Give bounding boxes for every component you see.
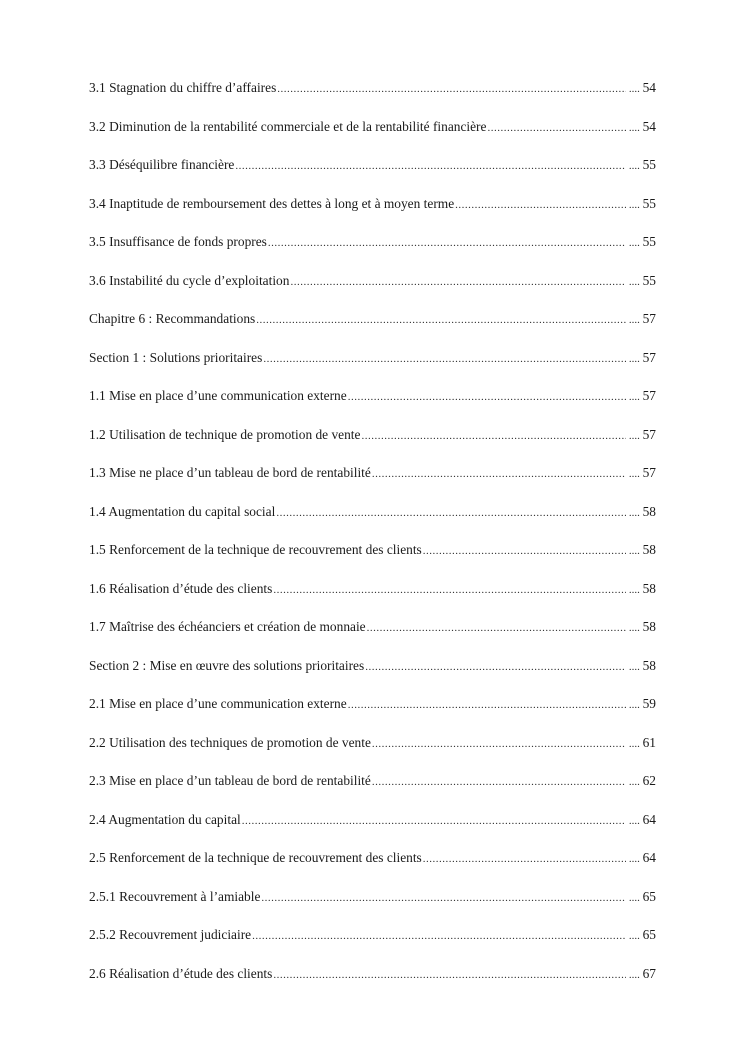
toc-entry[interactable] [89, 579, 656, 618]
toc-page-number: .... 54 [629, 78, 656, 99]
toc-dot-leader [268, 233, 626, 253]
toc-entry-title: 3.3 Déséquilibre financière [89, 157, 235, 172]
toc-page-number: .... 57 [629, 348, 656, 369]
toc-page-number: .... 65 [629, 925, 656, 946]
toc-dot-leader [365, 657, 626, 677]
toc-page-number: .... 57 [629, 386, 656, 407]
toc-entry[interactable] [89, 771, 656, 810]
toc-dot-leader [423, 541, 626, 561]
toc-dot-leader [252, 926, 626, 946]
toc-entry-title: 3.1 Stagnation du chiffre d’affaires [89, 80, 277, 95]
toc-dot-leader [273, 580, 626, 600]
toc-dot-leader [348, 695, 626, 715]
toc-dot-leader [372, 772, 626, 792]
toc-entry[interactable] [89, 386, 656, 425]
toc-entry[interactable] [89, 117, 656, 156]
toc-dot-leader [455, 195, 626, 215]
toc-entry[interactable] [89, 463, 656, 502]
toc-page-number: .... 57 [629, 425, 656, 446]
toc-entry[interactable] [89, 502, 656, 541]
toc-entry-title: 2.2 Utilisation des techniques de promotion de vente [89, 734, 371, 750]
toc-dot-leader [256, 310, 626, 330]
toc-entry[interactable] [89, 887, 656, 926]
toc-page-number: .... 55 [629, 155, 656, 176]
toc-entry-title: 3.6 Instabilité du cycle d’exploitation [89, 272, 290, 288]
toc-page-number: .... 55 [629, 194, 656, 215]
toc-entry-title: 1.7 Maîtrise des échéanciers et création de monnaie [89, 619, 366, 634]
toc-dot-leader [263, 349, 626, 369]
toc-entry-title: 2.5.1 Recouvrement à l’amiable [89, 888, 261, 904]
toc-page-number: .... 55 [629, 271, 656, 292]
toc-dot-leader [367, 618, 626, 638]
toc-entry[interactable] [89, 540, 656, 579]
toc-page-number: .... 59 [629, 694, 656, 715]
toc-entry-title: Section 2 : Mise en œuvre des solutions prioritaires [89, 657, 365, 673]
toc-page-number: .... 58 [629, 656, 656, 677]
toc-page-number: .... 58 [629, 502, 656, 523]
toc-dot-leader [277, 79, 626, 99]
toc-entry-title: 1.1 Mise en place d’une communication externe [89, 388, 347, 403]
toc-entry-title: Chapitre 6 : Recommandations [89, 311, 256, 326]
toc-entry-title: 2.3 Mise en place d’un tableau de bord de rentabilité [89, 773, 371, 788]
toc-entry-title: 2.1 Mise en place d’une communication externe [89, 696, 347, 711]
toc-page-number: .... 58 [629, 617, 656, 638]
toc-page-number: .... 55 [629, 232, 656, 253]
toc-page-number: .... 54 [629, 117, 656, 138]
toc-page-number: .... 57 [629, 463, 656, 484]
toc-dot-leader [372, 464, 626, 484]
toc-dot-leader [273, 965, 626, 985]
toc-entry-title: 2.4 Augmentation du capital [89, 811, 241, 827]
table-of-contents [89, 78, 656, 1002]
toc-entry[interactable] [89, 155, 656, 194]
toc-entry[interactable] [89, 232, 656, 271]
toc-entry-title: 1.3 Mise ne place d’un tableau de bord de rentabilité [89, 465, 371, 480]
toc-entry[interactable] [89, 656, 656, 695]
toc-dot-leader [235, 156, 625, 176]
toc-entry[interactable] [89, 848, 656, 887]
toc-entry-title: 2.6 Réalisation d’étude des clients [89, 965, 273, 981]
toc-entry[interactable] [89, 425, 656, 464]
toc-dot-leader [290, 272, 625, 292]
toc-entry-title: 3.4 Inaptitude de remboursement des dettes à long et à moyen terme [89, 195, 455, 211]
toc-dot-leader [372, 734, 626, 754]
toc-dot-leader [242, 811, 626, 831]
toc-entry[interactable] [89, 78, 656, 117]
toc-dot-leader [348, 387, 626, 407]
toc-page-number: .... 67 [629, 964, 656, 985]
toc-page-number: .... 58 [629, 579, 656, 600]
toc-entry-title: 1.2 Utilisation de technique de promotion de vente [89, 426, 361, 442]
toc-entry-title: 1.6 Réalisation d’étude des clients [89, 580, 273, 596]
toc-dot-leader [276, 503, 626, 523]
toc-entry[interactable] [89, 964, 656, 1003]
toc-entry[interactable] [89, 309, 656, 348]
toc-entry[interactable] [89, 348, 656, 387]
toc-page-number: .... 64 [629, 810, 656, 831]
toc-entry-title: Section 1 : Solutions prioritaires [89, 349, 263, 365]
toc-entry[interactable] [89, 925, 656, 964]
toc-entry[interactable] [89, 694, 656, 733]
toc-entry-title: 3.2 Diminution de la rentabilité commerciale et de la rentabilité financière [89, 118, 487, 134]
toc-dot-leader [361, 426, 625, 446]
toc-page-number: .... 58 [629, 540, 656, 561]
toc-entry-title: 1.4 Augmentation du capital social [89, 503, 276, 519]
toc-entry-title: 2.5 Renforcement de la technique de recouvrement des clients [89, 850, 422, 865]
toc-entry[interactable] [89, 617, 656, 656]
toc-dot-leader [423, 849, 626, 869]
toc-entry-title: 2.5.2 Recouvrement judiciaire [89, 927, 252, 942]
toc-dot-leader [261, 888, 625, 908]
toc-dot-leader [487, 118, 625, 138]
toc-entry-title: 3.5 Insuffisance de fonds propres [89, 234, 267, 249]
toc-entry[interactable] [89, 810, 656, 849]
toc-page-number: .... 57 [629, 309, 656, 330]
toc-page-number: .... 61 [629, 733, 656, 754]
toc-page-number: .... 62 [629, 771, 656, 792]
toc-entry-title: 1.5 Renforcement de la technique de recouvrement des clients [89, 542, 422, 557]
toc-page-number: .... 65 [629, 887, 656, 908]
toc-page-number: .... 64 [629, 848, 656, 869]
toc-entry[interactable] [89, 271, 656, 310]
toc-entry[interactable] [89, 194, 656, 233]
toc-entry[interactable] [89, 733, 656, 772]
